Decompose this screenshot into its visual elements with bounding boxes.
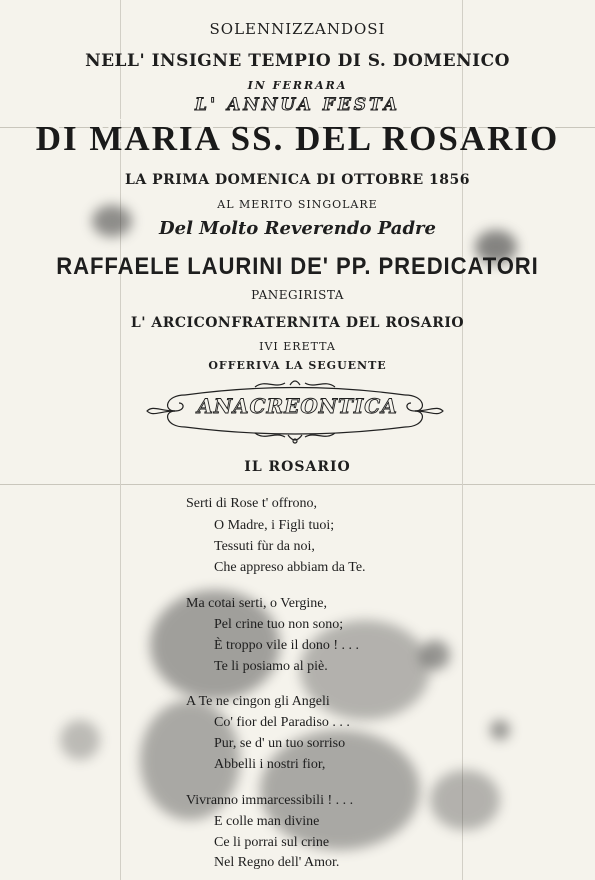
- header-line-3: IN FERRARA: [247, 79, 348, 92]
- panegirista-line: PANEGIRISTA: [251, 288, 344, 302]
- feast-title: DI MARIA SS. DEL ROSARIO: [35, 119, 560, 158]
- verse-line: Pel crine tuo non sono;: [214, 617, 344, 632]
- anacreontica-title: ANACREONTICA: [197, 394, 398, 418]
- verse-line: Nel Regno dell' Amor.: [214, 855, 340, 870]
- confraternity-line: L' ARCICONFRATERNITA DEL ROSARIO: [130, 315, 465, 331]
- header-line-1: SOLENNIZZANDOSI: [209, 20, 386, 38]
- eretta-line: IVI ERETTA: [259, 340, 336, 353]
- honorific-line: Del Molto Reverendo Padre: [159, 218, 436, 239]
- verse-line: Tessuti fùr da noi,: [214, 539, 315, 554]
- verse-line: Te li posiamo al piè.: [214, 659, 328, 674]
- paper-fold-line: [0, 484, 595, 485]
- offering-line: OFFERIVA LA SEGUENTE: [208, 359, 387, 372]
- dedication-line: AL MERITO SINGOLARE: [217, 198, 378, 211]
- verse-line: Pur, se d' un tuo sorriso: [214, 736, 346, 751]
- verse-line: Che appreso abbiam da Te.: [214, 560, 366, 575]
- verse-line: E colle man divine: [214, 814, 320, 829]
- preacher-name: RAFFAELE LAURINI DE' PP. PREDICATORI: [56, 253, 539, 280]
- verse-line: O Madre, i Figli tuoi;: [214, 518, 335, 533]
- verse-line: Ma cotai serti, o Vergine,: [186, 596, 328, 611]
- verse-line: Vivranno immarcessibili ! . . .: [186, 793, 354, 808]
- feast-date: LA PRIMA DOMENICA DI OTTOBRE 1856: [124, 172, 471, 188]
- header-line-2: NELL' INSIGNE TEMPIO DI S. DOMENICO: [85, 51, 510, 71]
- verse-line: Abbelli i nostri fior,: [214, 757, 326, 772]
- verse-line: È troppo vile il dono ! . . .: [214, 638, 360, 653]
- verse-line: Serti di Rose t' offrono,: [186, 496, 317, 511]
- poem-title: IL ROSARIO: [244, 459, 351, 475]
- verse-line: Ce li porrai sul crine: [214, 835, 330, 850]
- header-line-4: L' ANNUA FESTA: [195, 95, 400, 115]
- verse-line: A Te ne cingon gli Angeli: [186, 694, 330, 709]
- verse-line: Co' fior del Paradiso . . .: [214, 715, 350, 730]
